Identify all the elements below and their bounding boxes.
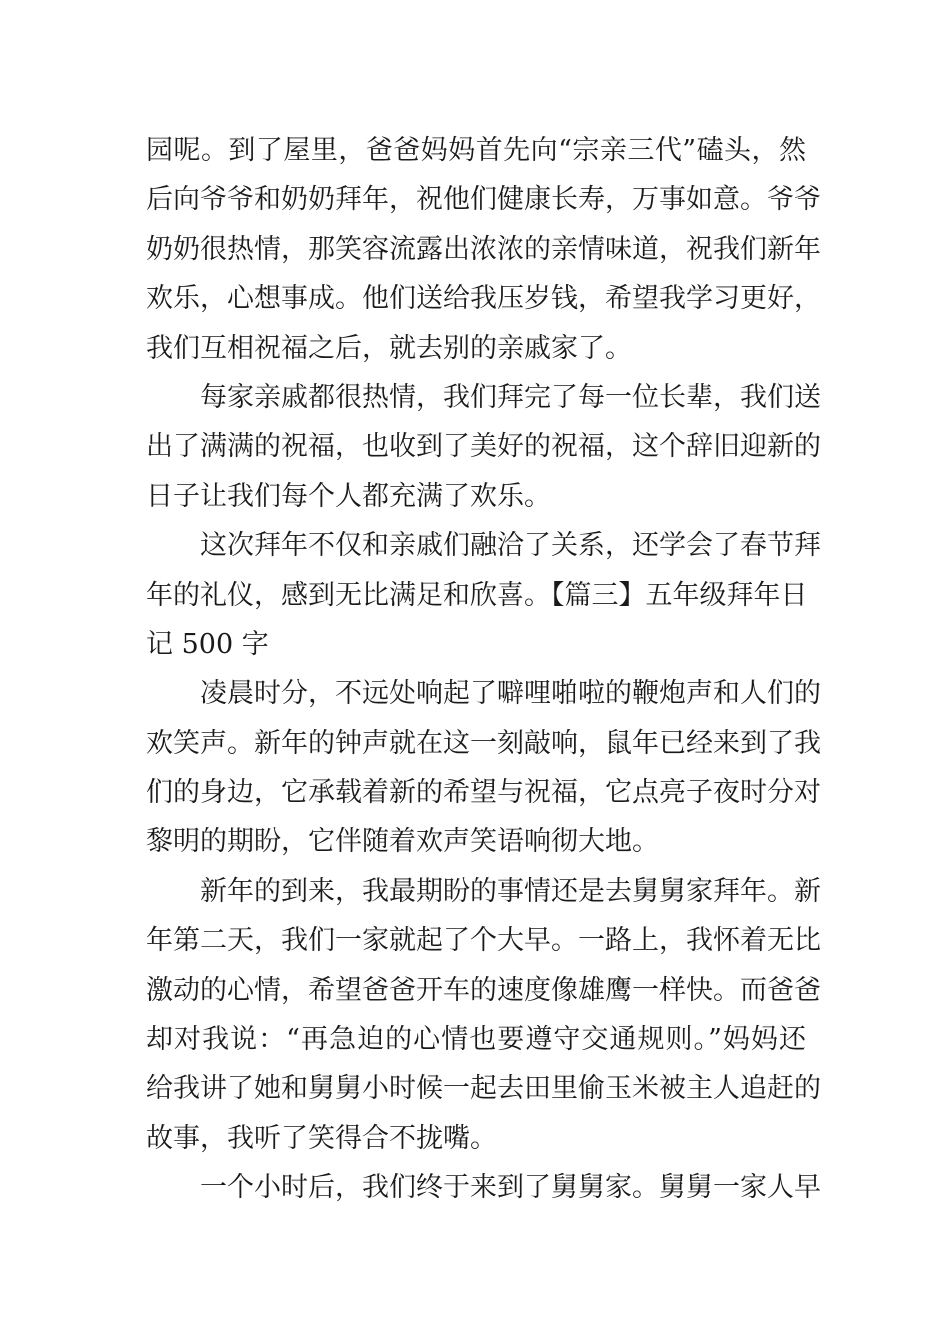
paragraph	[146, 1163, 821, 1212]
text-line: 激动的心情，希望爸爸开车的速度像雄鹰一样快。而爸爸	[146, 974, 821, 1006]
document-body	[146, 126, 821, 1213]
text-line: 后向爷爷和奶奶拜年，祝他们健康长寿，万事如意。爷爷	[146, 184, 821, 216]
text-line: 奶奶很热情，那笑容流露出浓浓的亲情味道，祝我们新年	[146, 233, 821, 265]
text-line: 故事，我听了笑得合不拢嘴。	[146, 1122, 497, 1154]
text-line: 日子让我们每个人都充满了欢乐。	[146, 480, 551, 512]
paragraph	[146, 521, 821, 669]
paragraph	[146, 373, 821, 521]
text-line: 们的身边，它承载着新的希望与祝福，它点亮子夜时分对	[146, 777, 821, 809]
text-line: 这次拜年不仅和亲戚们融洽了关系，还学会了春节拜	[200, 530, 821, 562]
paragraph	[146, 669, 821, 867]
paragraph	[146, 126, 821, 373]
text-line: 年的礼仪，感到无比满足和欣喜。【篇三】五年级拜年日	[146, 579, 808, 611]
text-line: 年第二天，我们一家就起了个大早。一路上，我怀着无比	[146, 925, 821, 957]
paragraph	[146, 867, 821, 1163]
text-line: 黎明的期盼，它伴随着欢声笑语响彻大地。	[146, 826, 659, 858]
text-line: 欢笑声。新年的钟声就在这一刻敲响，鼠年已经来到了我	[146, 727, 821, 759]
text-line: 园呢。到了屋里，爸爸妈妈首先向“宗亲三代”磕头，然	[146, 135, 806, 166]
text-line: 每家亲戚都很热情，我们拜完了每一位长辈，我们送	[200, 381, 821, 413]
text-line: 凌晨时分，不远处响起了噼哩啪啦的鞭炮声和人们的	[200, 678, 821, 710]
text-line: 却对我说：“再急迫的心情也要遵守交通规则。”妈妈还	[146, 1024, 806, 1056]
text-line: 欢乐，心想事成。他们送给我压岁钱，希望我学习更好，	[146, 283, 821, 315]
text-line: 新年的到来，我最期盼的事情还是去舅舅家拜年。新	[200, 875, 821, 907]
text-line: 一个小时后，我们终于来到了舅舅家。舅舅一家人早	[200, 1172, 821, 1204]
text-line: 出了满满的祝福，也收到了美好的祝福，这个辞旧迎新的	[146, 431, 821, 463]
text-line: 我们互相祝福之后，就去别的亲戚家了。	[146, 332, 632, 364]
text-line: 记 500 字	[146, 628, 269, 660]
text-line: 给我讲了她和舅舅小时候一起去田里偷玉米被主人追赶的	[146, 1073, 821, 1105]
